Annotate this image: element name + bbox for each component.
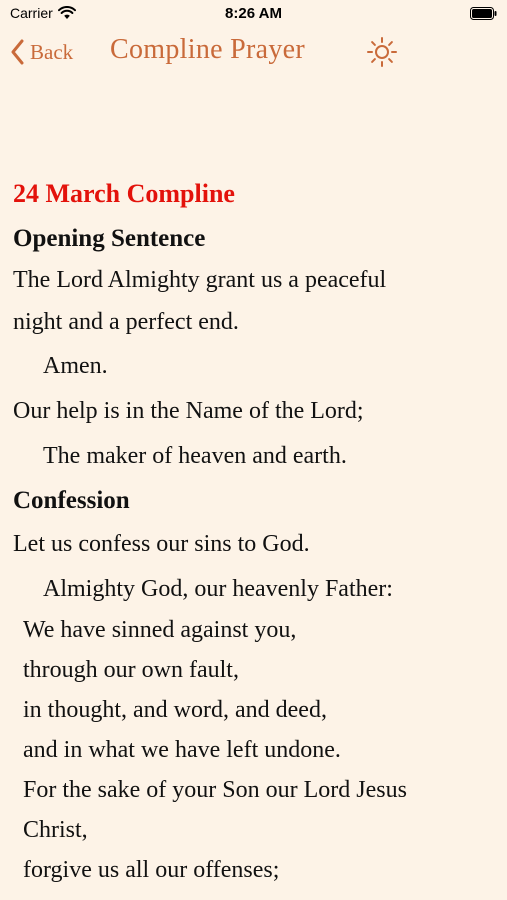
status-time: 8:26 AM [225,5,282,22]
prayer-line: For the sake of your Son our Lord Jesus [23,777,407,803]
versicle-line: Our help is in the Name of the Lord; [13,398,364,424]
amen-response: Amen. [43,353,108,379]
opening-sentence-heading: Opening Sentence [13,225,206,252]
confession-heading: Confession [13,487,130,514]
page-title: Compline Prayer [110,34,306,65]
chevron-left-icon [10,39,24,65]
sun-icon[interactable] [366,36,398,68]
status-bar [0,0,507,28]
day-title: 24 March Compline [13,179,235,208]
prayer-line: Almighty God, our heavenly Father: [43,576,393,602]
opening-text-line: night and a perfect end. [13,309,239,335]
response-line: The maker of heaven and earth. [43,443,347,469]
prayer-line: We have sinned against you, [23,617,297,643]
prayer-line: through our own fault, [23,657,239,683]
back-label: Back [30,39,74,64]
opening-text-line: The Lord Almighty grant us a peaceful [13,267,387,293]
carrier-label: Carrier [10,5,53,21]
navigation-bar [0,28,507,76]
prayer-line: in thought, and word, and deed, [23,697,327,723]
back-button[interactable] [10,36,73,68]
prayer-line: Christ, [23,817,88,843]
confession-invitation: Let us confess our sins to God. [13,531,310,557]
prayer-line: and in what we have left undone. [23,737,341,763]
battery-icon [470,7,497,20]
prayer-line: forgive us all our offenses; [23,857,280,883]
